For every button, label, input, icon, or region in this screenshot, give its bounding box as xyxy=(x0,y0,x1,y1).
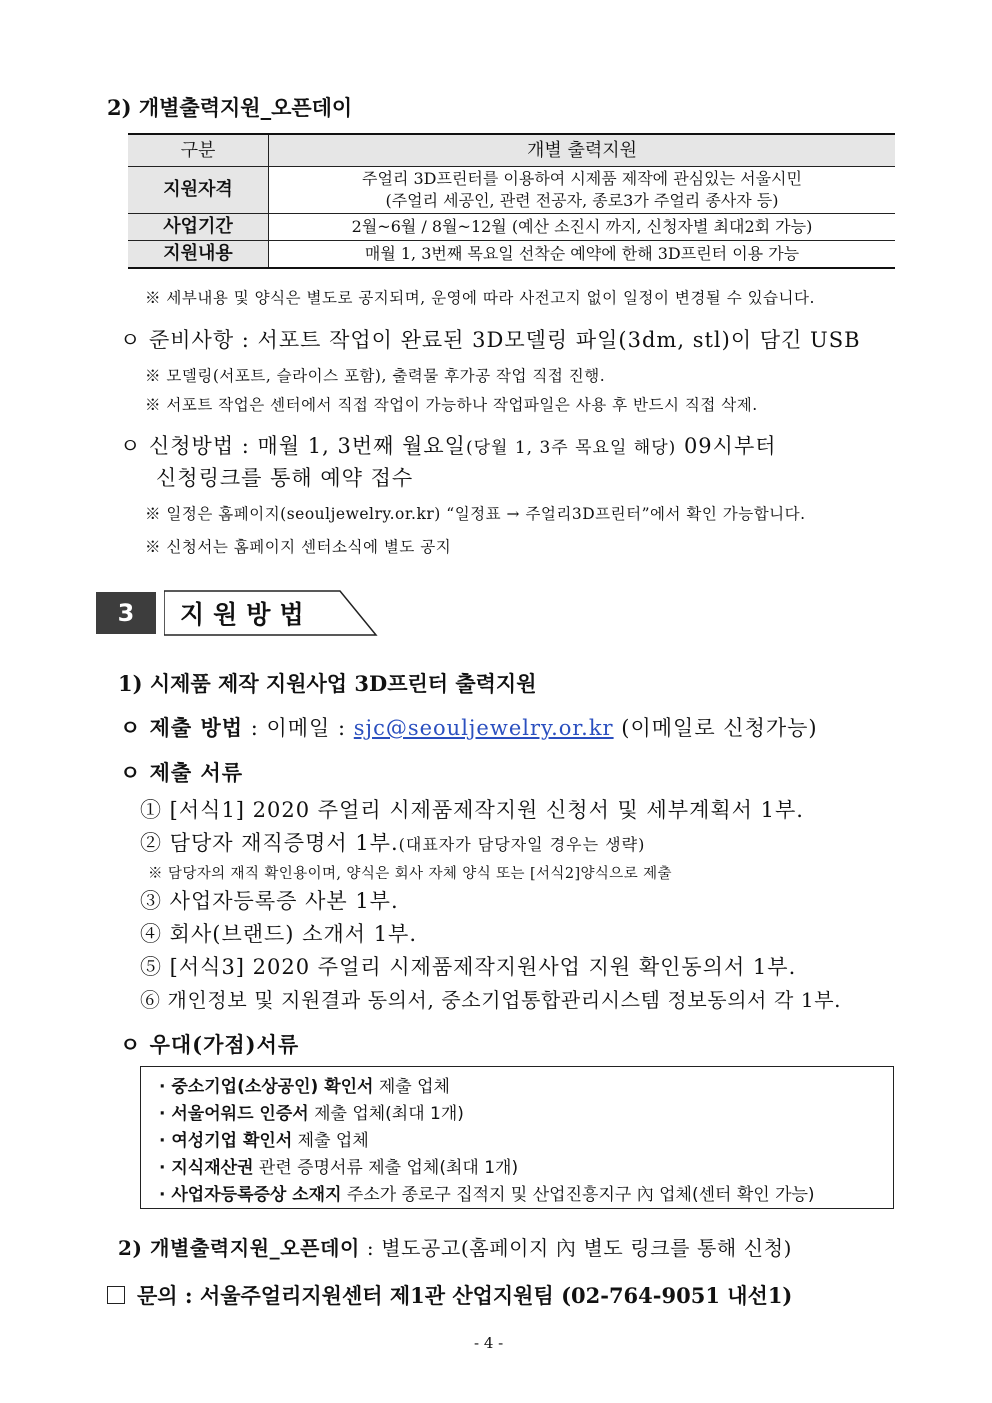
apply-text: ㅇ 신청방법 : 매월 1, 3번째 월요일 xyxy=(120,434,466,458)
apply-note: ※ 신청서는 홈페이지 센터소식에 별도 공지 xyxy=(145,538,452,556)
prep-line: ㅇ 준비사항 : 서포트 작업이 완료된 3D모델링 파일(3dm, stl)이 담긴 USB xyxy=(120,328,861,352)
section-number: 3 xyxy=(96,592,156,634)
apply-note: ※ 일정은 홈페이지(seouljewelry.or.kr) “일정표 → 주얼리3D프린터”에서 확인 가능합니다. xyxy=(145,505,806,523)
apply-text: 09시부터 xyxy=(676,434,777,458)
contact-line xyxy=(107,1280,792,1310)
document-item: ④ 회사(브랜드) 소개서 1부. xyxy=(140,922,418,946)
row-label: 사업기간 xyxy=(128,214,269,241)
apply-small-text: (당월 1, 3주 목요일 해당) xyxy=(465,438,677,458)
sub-heading-2-text: : 별도공고(홈페이지 內 별도 링크를 통해 신청) xyxy=(359,1236,793,1260)
bonus-item xyxy=(159,1180,815,1205)
bonus-item xyxy=(159,1099,464,1124)
prep-note: ※ 모델링(서포트, 슬라이스 포함), 출력물 후가공 작업 직접 진행. xyxy=(145,367,606,385)
checkbox-square-icon xyxy=(107,1286,125,1304)
bonus-item-bold: · 중소기업(소상공인) 확인서 xyxy=(159,1077,374,1097)
page-number: - 4 - xyxy=(474,1334,504,1352)
sub-heading-2-bold: 2) 개별출력지원_오픈데이 xyxy=(118,1236,360,1260)
row-label: 지원내용 xyxy=(128,241,269,269)
document-note: ※ 담당자의 재직 확인용이며, 양식은 회사 자체 양식 또는 [서식2]양식으로 제출 xyxy=(148,866,672,882)
row-value: 매월 1, 3번째 목요일 선착순 예약에 한해 3D프린터 이용 가능 xyxy=(269,241,896,269)
apply-line-2: 신청링크를 통해 예약 접수 xyxy=(156,466,414,490)
row-value xyxy=(269,167,896,214)
table-row xyxy=(128,167,895,214)
apply-line xyxy=(120,430,777,460)
document-item: ⑥ 개인정보 및 지원결과 동의서, 중소기업통합관리시스템 정보동의서 각 1부. xyxy=(140,988,842,1012)
contact-text: 문의 : 서울주얼리지원센터 제1관 산업지원팀 (02-764-9051 내선1) xyxy=(137,1283,793,1308)
submit-method-colon: : 이메일 : xyxy=(243,716,354,740)
submit-method-suffix: (이메일로 신청가능) xyxy=(613,716,818,740)
support-table xyxy=(128,133,895,269)
row-value-line: 주얼리 3D프린터를 이용하여 시제품 제작에 관심있는 서울시민 xyxy=(362,169,802,188)
email-link[interactable]: sjc@seouljewelry.or.kr xyxy=(353,716,614,740)
table-header-cell: 개별 출력지원 xyxy=(269,134,896,167)
bonus-item-text: 제출 업체 xyxy=(373,1077,450,1097)
row-value-line: (주얼리 세공인, 관련 전공자, 종로3가 주얼리 종사자 등) xyxy=(385,191,779,210)
row-value: 2월~6월 / 8월~12월 (예산 소진시 까지, 신청자별 최대2회 가능) xyxy=(269,214,896,241)
table-header-row xyxy=(128,134,895,167)
documents-label: ㅇ 제출 서류 xyxy=(120,760,244,785)
row-label: 지원자격 xyxy=(128,167,269,214)
bonus-item xyxy=(159,1126,369,1151)
bonus-item-bold: · 여성기업 확인서 xyxy=(159,1131,293,1151)
bonus-label: ㅇ 우대(가점)서류 xyxy=(120,1032,300,1057)
bonus-item-text: 제출 업체(최대 1개) xyxy=(308,1104,464,1124)
document-item xyxy=(140,827,645,857)
document-item: ③ 사업자등록증 사본 1부. xyxy=(140,889,399,913)
bonus-item xyxy=(159,1072,450,1097)
document-item-text: ② 담당자 재직증명서 1부. xyxy=(140,831,399,855)
table-row xyxy=(128,241,895,269)
table-row xyxy=(128,214,895,241)
bonus-item-bold: · 지식재산권 xyxy=(159,1158,254,1178)
bonus-item-text: 관련 증명서류 제출 업체(최대 1개) xyxy=(253,1158,519,1178)
submit-method xyxy=(120,712,818,742)
submit-method-label: ㅇ 제출 방법 xyxy=(120,715,244,740)
document-item-note: (대표자가 담당자일 경우는 생략) xyxy=(398,835,646,854)
section-heading: 2) 개별출력지원_오픈데이 xyxy=(107,95,353,120)
prep-note: ※ 서포트 작업은 센터에서 직접 작업이 가능하나 작업파일은 사용 후 반드시 직접 삭제. xyxy=(145,396,758,414)
table-header-cell: 구분 xyxy=(128,134,269,167)
bonus-box xyxy=(140,1066,894,1209)
document-item: ⑤ [서식3] 2020 주얼리 시제품제작지원사업 지원 확인동의서 1부. xyxy=(140,955,797,979)
bonus-item-text: 제출 업체 xyxy=(292,1131,369,1151)
section-title: 지원방법 xyxy=(180,600,313,629)
document-item: ① [서식1] 2020 주얼리 시제품제작지원 신청서 및 세부계획서 1부. xyxy=(140,798,804,822)
sub-heading-2 xyxy=(118,1232,792,1261)
bonus-item xyxy=(159,1153,518,1178)
bonus-item-text: 주소가 종로구 집적지 및 산업진흥지구 內 업체(센터 확인 가능) xyxy=(341,1185,815,1205)
bonus-item-bold: · 사업자등록증상 소재지 xyxy=(159,1185,342,1205)
sub-heading: 1) 시제품 제작 지원사업 3D프린터 출력지원 xyxy=(118,671,537,696)
schedule-note: ※ 세부내용 및 양식은 별도로 공지되며, 운영에 따라 사전고지 없이 일정이 변경될 수 있습니다. xyxy=(145,289,815,307)
bonus-item-bold: · 서울어워드 인증서 xyxy=(159,1104,309,1124)
